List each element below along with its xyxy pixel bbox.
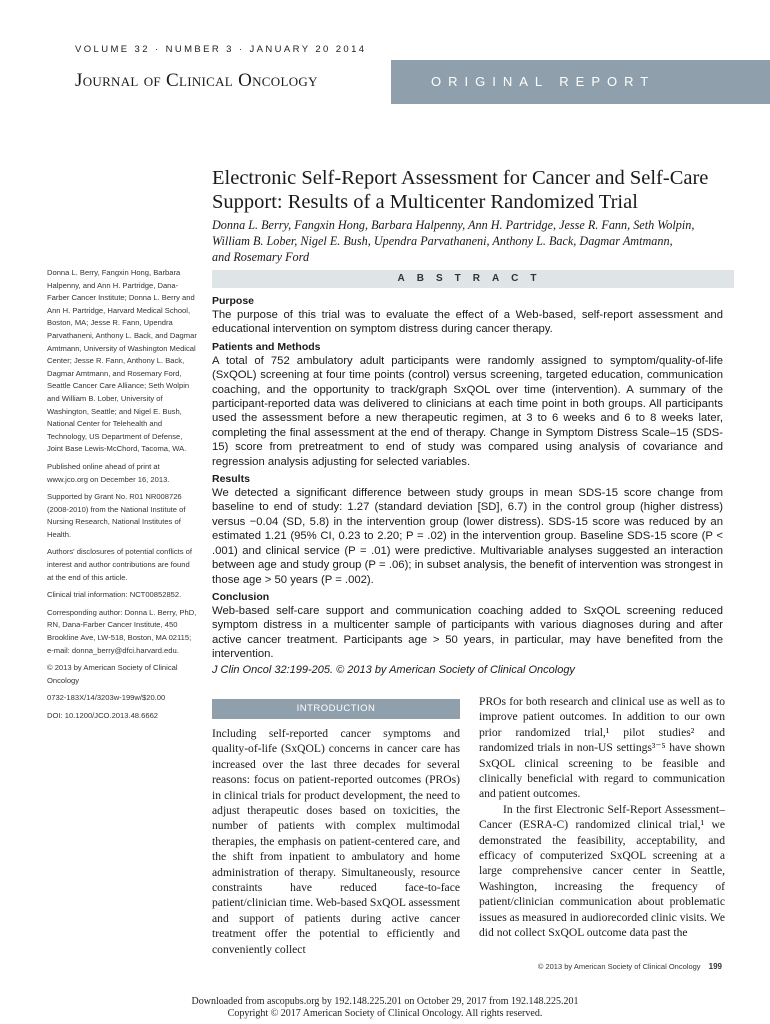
authors-line-1: Donna L. Berry, Fangxin Hong, Barbara Halpenny, Ann H. Partridge, Jesse R. Fann, Seth Wolpin, bbox=[212, 218, 695, 232]
authors-line-3: and Rosemary Ford bbox=[212, 250, 310, 264]
funding-note: Supported by Grant No. R01 NR008726 (2008-2010) from the National Institute of Nursing Research, National Institutes of Health. bbox=[47, 492, 186, 539]
publication-note: Published online ahead of print at www.jco.org on December 16, 2013. bbox=[47, 461, 170, 484]
article-title: Electronic Self-Report Assessment for Cancer and Self-Care Support: Results of a Multicenter Randomized Trial bbox=[212, 167, 709, 213]
body-column-left: Including self-reported cancer symptoms and quality-of-life (SxQOL) concerns in cancer care has increased over the last three decades for several reasons: focus on patient-reported outcomes (PROs) in clinical trials for product development, the need to adjust therapeutic doses based on toxicities, the number of patients with complex multimodal therapies, the emphasis on patient-centered care, and the shift from inpatient to ambulatory and home administration of therapy. Simultaneously, resource constraints have reduced face-to-face patient/clinician time. Web-based SxQOL assessment and support of patients during active cancer treatment offer the potential to efficiently and conveniently collect bbox=[212, 727, 460, 956]
download-notice bbox=[0, 996, 770, 1020]
corresponding-author: Corresponding author: Donna L. Berry, PhD, RN, Dana-Farber Cancer Institute, 450 Brookline Ave, LW-518, Boston, MA 02115; e-mail: donna_berry@dfci.harvard.edu. bbox=[47, 607, 197, 655]
footer-copyright: © 2013 by American Society of Clinical Oncology bbox=[537, 962, 701, 971]
sidebar-copyright: © 2013 by American Society of Clinical Oncology bbox=[47, 663, 178, 685]
issn: 0732-183X/14/3203w-199w/$20.00 bbox=[47, 693, 166, 703]
body-column-right bbox=[479, 694, 725, 941]
download-line: Downloaded from ascopubs.org by 192.148.225.201 on October 29, 2017 from 192.148.225.201 bbox=[191, 996, 579, 1007]
abstract-heading: ABSTRACT bbox=[212, 270, 734, 288]
disclosures-note: Authors' disclosures of potential conflicts of interest and author contributions are found at the end of this article. bbox=[47, 547, 192, 582]
trial-info: Clinical trial information: NCT00852852. bbox=[47, 590, 182, 600]
purpose-heading: Purpose bbox=[212, 295, 255, 307]
body-paragraph: In the first Electronic Self-Report Assessment–Cancer (ESRA-C) randomized clinical trial,¹ we demonstrated the feasibility, acceptability, and efficacy of computerized SxQOL screening at a large comprehensive cancer center in Seattle, Washington, increasing the frequency of patient/clinician communication about problematic issues as measured in audiorecorded clinic visits. We did not collect SxQOL outcome data past the bbox=[479, 802, 725, 940]
methods-heading: Patients and Methods bbox=[212, 340, 321, 353]
doi: DOI: 10.1200/JCO.2013.48.6662 bbox=[47, 711, 159, 720]
body-paragraph: PROs for both research and clinical use as well as to improve patient outcomes. In addition to our own prior randomized trial,¹ pilot studies² and randomized trials in non-US settings³⁻⁵ have shown SxQOL clinical screening to be feasible and clinically beneficial with regard to communication and patient outcomes. bbox=[479, 695, 725, 801]
purpose-text: The purpose of this trial was to evaluate the effect of a Web-based, self-report assessment and educational intervention on symptom distress during cancer therapy. bbox=[212, 309, 723, 336]
conclusion-heading: Conclusion bbox=[212, 590, 270, 603]
citation: J Clin Oncol 32:199-205. © 2013 by American Society of Clinical Oncology bbox=[212, 664, 575, 676]
page-number: 199 bbox=[708, 962, 722, 971]
authors-line-2: William B. Lober, Nigel E. Bush, Upendra Parvathaneni, Anthony L. Back, Dagmar Amtmann, bbox=[212, 234, 673, 248]
author-list bbox=[212, 217, 732, 265]
volume-line: VOLUME 32 · NUMBER 3 · JANUARY 20 2014 bbox=[75, 44, 367, 55]
results-text: We detected a significant difference between study groups in mean SDS-15 score change from baseline to end of study: 1.27 (standard deviation [SD], 6.7) in the control group (higher distress) versus −0.04 (SD, 5.8) in the intervention group (lower distress). SDS-15 score was reduced by an estimated 1.21 (95% CI, 0.23 to 2.20; P = .02) in the intervention group. Baseline SDS-15 score (P < .001) and clinical service (P = .01) were predictive. Multivariable analyses suggested an interaction between age and study group (P = .06); in subset analysis, the benefit of intervention was strongest in those age > 50 years (P = .002). bbox=[212, 487, 723, 586]
report-type-banner: ORIGINAL REPORT bbox=[391, 60, 770, 104]
introduction-heading: INTRODUCTION bbox=[212, 699, 460, 719]
conclusion-text: Web-based self-care support and communication coaching added to SxQOL screening reduced symptom distress in a multicenter sample of participants with various diagnoses during and after active cancer treatment. Participants age > 50 years, in particular, may have benefited from the intervention. bbox=[212, 604, 723, 661]
copyright-line: Copyright © 2017 American Society of Clinical Oncology. All rights reserved. bbox=[227, 1008, 543, 1019]
methods-text: A total of 752 ambulatory adult participants were randomly assigned to symptom/quality-of-life (SxQOL) screening at four time points (control) versus screening, targeted education, communication coaching, and the opportunity to track/graph SxQOL over time (intervention). A summary of the participant-reported data was delivered to clinicians at each time point in both groups. All participants used the assessment before a new therapeutic regimen, at 3 to 6 weeks and 6 to 8 weeks later, completing the final assessment at the end of therapy. Change in Symptom Distress Scale–15 (SDS-15) score from pretreatment to end of study was compared using analysis of covariance and regression analysis adjusting for selected variables. bbox=[212, 354, 723, 468]
page-footer bbox=[490, 962, 722, 971]
results-heading: Results bbox=[212, 473, 250, 486]
affiliations: Donna L. Berry, Fangxin Hong, Barbara Halpenny, and Ann H. Partridge, Dana-Farber Cancer Institute; Donna L. Berry and Ann H. Partridge, Harvard Medical School, Boston, MA; Jesse R. Fann, Upendra Parvathaneni, Anthony L. Back, and Dagmar Amtmann, University of Washington Medical Center; Jesse R. Fann, Anthony L. Back, Dagmar Amtmann, and Rosemary Ford, Seattle Cancer Care Alliance; Seth Wolpin and William B. Lober, University of Washington, Seattle; and Nigel E. Bush, National Center for Telehealth and Technology, US Department of Defense, Joint Base Lewis-McChord, Tacoma, WA. bbox=[47, 268, 197, 454]
journal-name: Journal of Clinical Oncology bbox=[75, 70, 318, 91]
abstract-body bbox=[212, 295, 723, 666]
sidebar-notes bbox=[47, 267, 197, 728]
